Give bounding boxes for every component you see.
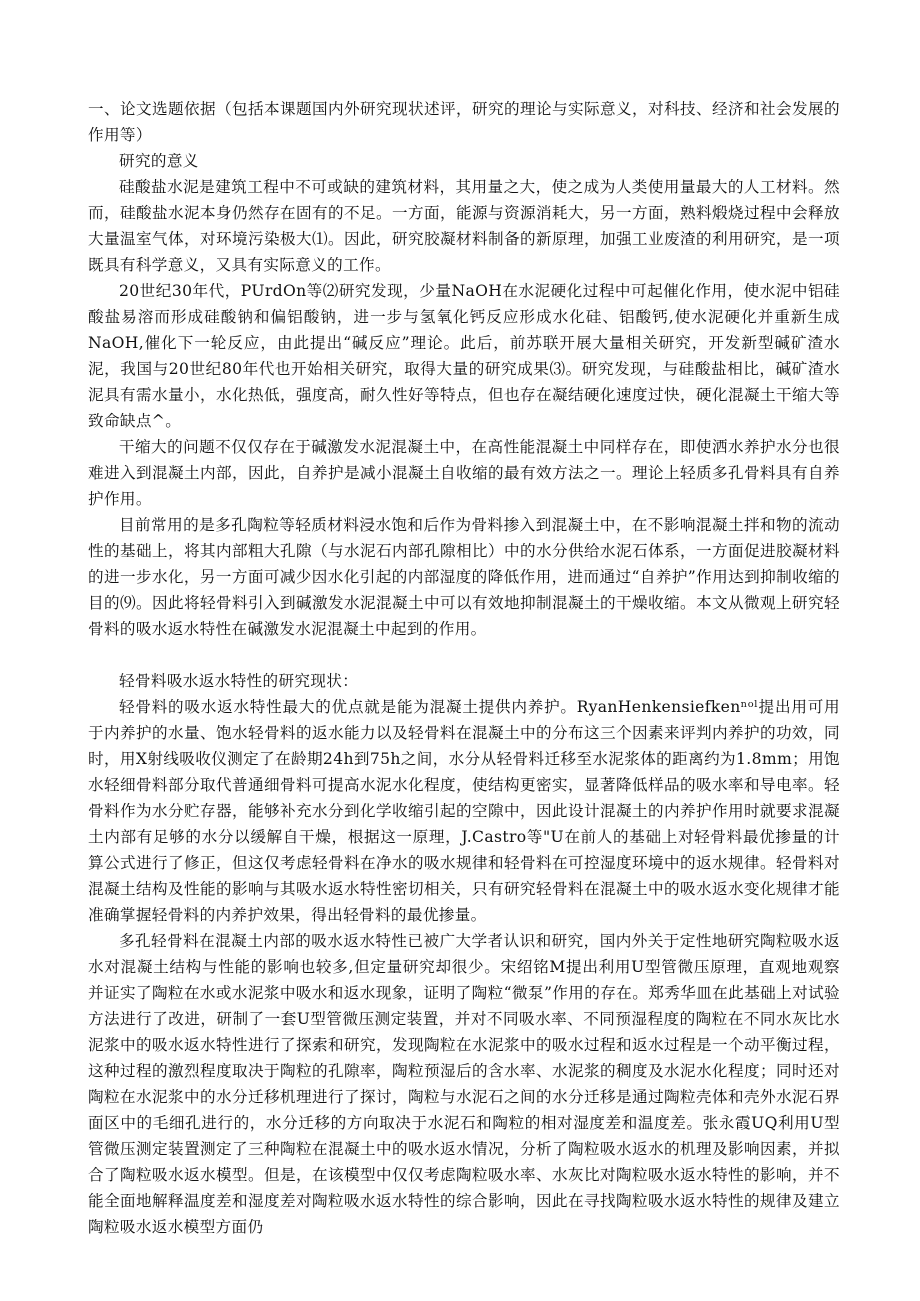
subheading-research-significance: 研究的意义 bbox=[119, 152, 199, 170]
paragraph-status-1: 轻骨料的吸水返水特性最大的优点就是能为混凝土提供内养护。RyanHenkensiefkenⁿᵒˡ提出用可用于内养护的水量、饱水轻骨料的返水能力以及轻骨料在混凝土中的分布这三个因素来评判内养护的功效，同时，用X射线吸收仪测定了在龄期24h到75h之间，水分从轻骨料迁移至水泥浆体的距离约为1.8mm；用饱水轻细骨料部分取代普通细骨料可提高水泥水化程度，使结构更密实，显著降低样品的吸水率和导电率。轻骨料作为水分贮存器，能够补充水分到化学收缩引起的空隙中，因此设计混凝土的内养护作用时就要求混凝土内部有足够的水分以缓解自干燥，根据这一原理，J.Castro等"U在前人的基础上对轻骨料最优掺量的计算公式进行了修正，但这仅考虑轻骨料在净水的吸水规律和轻骨料在可控湿度环境中的返水规律。轻骨料对混凝土结构及性能的影响与其吸水返水特性密切相关，只有研究轻骨料在混凝土中的吸水返水变化规律才能准确掌握轻骨料的内养护效果，得出轻骨料的最优掺量。 bbox=[88, 698, 840, 924]
document-page bbox=[88, 96, 840, 1286]
subheading-research-status: 轻骨料吸水返水特性的研究现状： bbox=[119, 672, 359, 690]
paragraph-significance-1: 硅酸盐水泥是建筑工程中不可或缺的建筑材料，其用量之大，使之成为人类使用量最大的人工材料。然而，硅酸盐水泥本身仍然存在固有的不足。一方面，能源与资源消耗大，另一方面，熟料煅烧过程中会释放大量温室气体，对环境污染极大⑴。因此，研究胶凝材料制备的新原理，加强工业废渣的利用研究，是一项既具有科学意义，又具有实际意义的工作。 bbox=[88, 178, 840, 274]
paragraph-status-2: 多孔轻骨料在混凝土内部的吸水返水特性已被广大学者认识和研究，国内外关于定性地研究陶粒吸水返水对混凝土结构与性能的影响也较多,但定量研究却很少。宋绍铭M提出利用U型管微压原理，直观地观察并证实了陶粒在水或水泥浆中吸水和返水现象，证明了陶粒“微泵”作用的存在。郑秀华皿在此基础上对试验方法进行了改进，研制了一套U型管微压测定装置，并对不同吸水率、不同预湿程度的陶粒在不同水灰比水泥浆中的吸水返水特性进行了探索和研究，发现陶粒在水泥浆中的吸水过程和返水过程是一个动平衡过程，这种过程的激烈程度取决于陶粒的孔隙率，陶粒预湿后的含水率、水泥浆的稠度及水泥水化程度；同时还对陶粒在水泥浆中的水分迁移机理进行了探讨，陶粒与水泥石之间的水分迁移是通过陶粒壳体和壳外水泥石界面区中的毛细孔进行的，水分迁移的方向取决于水泥石和陶粒的相对湿度差和温度差。张永霞UQ利用U型管微压测定装置测定了三种陶粒在混凝土中的吸水返水情况，分析了陶粒吸水返水的机理及影响因素，并拟合了陶粒吸水返水模型。但是，在该模型中仅仅考虑陶粒吸水率、水灰比对陶粒吸水返水特性的影响，并不能全面地解释温度差和湿度差对陶粒吸水返水特性的综合影响，因此在寻找陶粒吸水返水特性的规律及建立陶粒吸水返水模型方面仍 bbox=[88, 932, 840, 1236]
blank-line bbox=[88, 642, 840, 668]
paragraph-significance-2: 20世纪30年代，PUrdOn等⑵研究发现，少量NaOH在水泥硬化过程中可起催化作用，使水泥中铝硅酸盐易溶而形成硅酸钠和偏铝酸钠，进一步与氢氧化钙反应形成水化硅、铝酸钙,使水泥硬化并重新生成NaOH,催化下一轮反应，由此提出“碱反应”理论。此后，前苏联开展大量相关研究，开发新型碱矿渣水泥，我国与20世纪80年代也开始相关研究，取得大量的研究成果⑶。研究发现，与硅酸盐相比，碱矿渣水泥具有需水量小，水化热低，强度高，耐久性好等特点，但也存在凝结硬化速度过快，硬化混凝土干缩大等致命缺点^。 bbox=[88, 282, 840, 430]
paragraph-significance-4: 目前常用的是多孔陶粒等轻质材料浸水饱和后作为骨料掺入到混凝土中，在不影响混凝土拌和物的流动性的基础上，将其内部粗大孔隙（与水泥石内部孔隙相比）中的水分供给水泥石体系，一方面促进胶凝材料的进一步水化，另一方面可减少因水化引起的内部湿度的降低作用，进而通过“自养护”作用达到抑制收缩的目的⑼。因此将轻骨料引入到碱激发水泥混凝土中可以有效地抑制混凝土的干燥收缩。本文从微观上研究轻骨料的吸水返水特性在碱激发水泥混凝土中起到的作用。 bbox=[88, 516, 840, 638]
paragraph-significance-3: 干缩大的问题不仅仅存在于碱激发水泥混凝土中，在高性能混凝土中同样存在，即使洒水养护水分也很难进入到混凝土内部，因此，自养护是减小混凝土自收缩的最有效方法之一。理论上轻质多孔骨料具有自养护作用。 bbox=[88, 438, 840, 508]
section-heading: 一、论文选题依据（包括本课题国内外研究现状述评，研究的理论与实际意义，对科技、经济和社会发展的作用等） bbox=[88, 100, 840, 144]
